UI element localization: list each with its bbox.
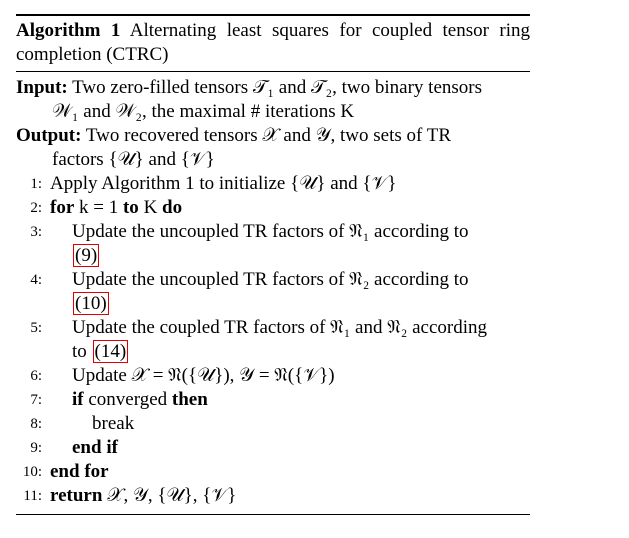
step-text [16,316,530,364]
caption-label: Algorithm 1 [16,20,121,41]
step-text [16,268,530,316]
step-text [16,484,530,508]
line-number: 2: [30,200,42,216]
step-6 [16,364,530,388]
step-9 [16,436,530,460]
loop-var: k = 1 [74,197,123,218]
keyword-for: for [50,197,75,218]
input-text-2: 𝒲₁ and 𝒲₂, the maximal # iterations K [52,101,355,122]
equation-link[interactable]: (10) [75,293,107,314]
return-values: 𝒳, 𝒴, {𝒰}, {𝒱} [102,485,237,506]
line-number: 8: [30,416,42,432]
condition: converged [83,389,172,410]
equation-link[interactable]: (9) [75,245,98,266]
step-body: Update the coupled TR factors of 𝔑₁ and 𝔑₂ according [72,317,488,338]
keyword-end-if: end if [72,437,118,458]
algorithm-caption [16,16,530,67]
step-text [16,436,530,460]
step-7 [16,388,530,412]
input-label: Input: [16,77,68,98]
line-number: 11: [23,488,42,504]
step-10 [16,460,530,484]
line-number: 6: [30,368,42,384]
input-text-1: Two zero-filled tensors 𝒯₁ and 𝒯₂, two binary tensors [67,77,483,98]
line-number: 9: [30,440,42,456]
line-number: 7: [30,392,42,408]
step-body: Update the uncoupled TR factors of 𝔑₁ according to [72,221,469,242]
step-body-cont: to [72,341,92,362]
input-line [16,76,530,124]
output-label: Output: [16,125,82,146]
line-number: 1: [30,176,42,192]
line-number: 3: [30,224,42,240]
step-3 [16,220,530,268]
keyword-return: return [50,485,103,506]
output-line [16,124,530,172]
equation-link[interactable]: (14) [94,341,127,362]
output-text-1: Two recovered tensors 𝒳 and 𝒴, two sets of TR [81,125,452,146]
algorithm-body [16,72,530,508]
step-text [16,220,530,268]
step-8 [16,412,530,436]
keyword-if: if [72,389,84,410]
step-text: break [92,413,135,434]
bottom-rule [16,514,530,515]
step-text [16,196,530,220]
keyword-do: do [162,197,183,218]
step-1 [16,172,530,196]
keyword-end-for: end for [50,461,109,482]
line-number: 4: [30,272,42,288]
algorithm-block [16,14,530,515]
step-body: Update the uncoupled TR factors of 𝔑₂ according to [72,269,469,290]
step-text [16,460,530,484]
keyword-then: then [171,389,208,410]
caption-text: Alternating least squares for coupled tensor ring completion (CTRC) [16,20,531,65]
step-text [16,388,530,412]
line-number: 10: [22,464,42,480]
step-text: Update 𝒳 = 𝔑({𝒰}), 𝒴 = 𝔑({𝒱}) [72,365,335,386]
step-5 [16,316,530,364]
keyword-to: to [122,197,139,218]
loop-bound: K [138,197,163,218]
line-number: 5: [30,320,42,336]
step-4 [16,268,530,316]
step-11 [16,484,530,508]
step-text: Apply Algorithm 1 to initialize {𝒰} and {𝒱} [50,173,397,194]
step-2 [16,196,530,220]
output-text-2: factors {𝒰} and {𝒱} [52,149,215,170]
